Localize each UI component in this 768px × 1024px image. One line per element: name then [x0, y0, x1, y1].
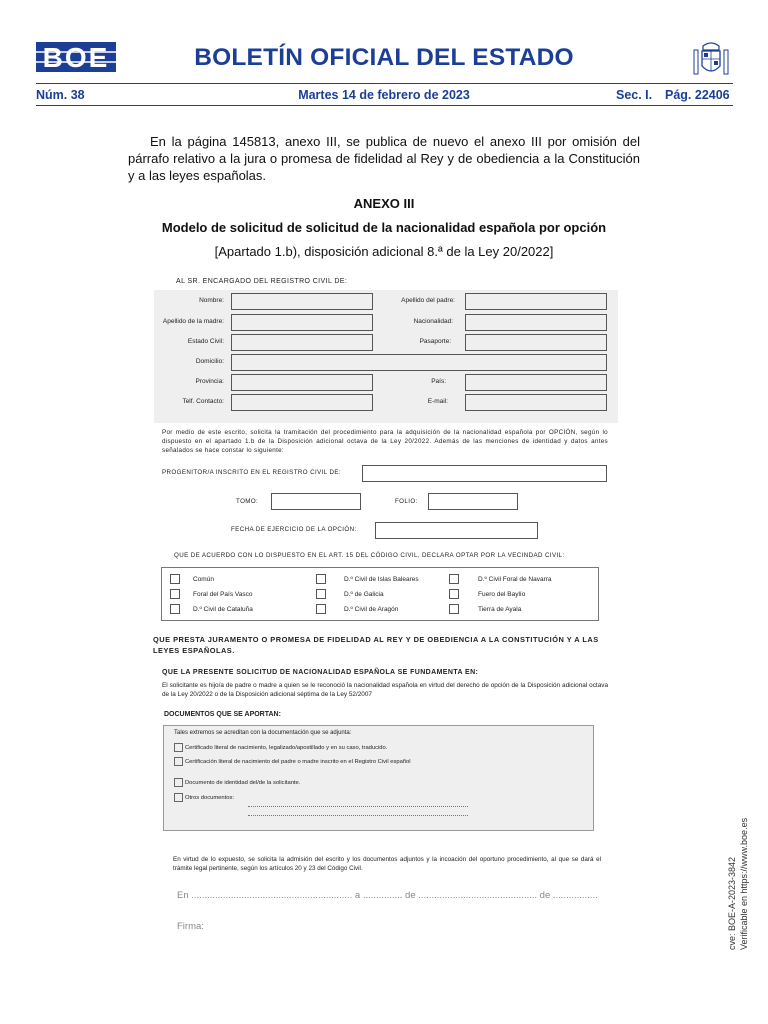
doc-checkbox[interactable]	[174, 757, 183, 766]
pasaporte-input[interactable]	[465, 334, 607, 351]
email-label: E-mail:	[427, 398, 448, 405]
nombre-label: Nombre:	[199, 297, 224, 304]
basis-text: El solicitante es hijo/a de padre o madre a quien se le reconoció la nacionalidad española en virtud del derecho de opción de la Disposición adicional octava de la Ley 20/2022 o de la Disposición adicional séptima de la Ley 52/2007	[162, 682, 608, 698]
header-rule-bottom	[36, 105, 733, 106]
intro-paragraph: En la página 145813, anexo III, se publica de nuevo el anexo III por omisión del párrafo relativo a la jura o promesa de fidelidad al Rey y de obediencia a la Constitución y a las leyes españolas.	[128, 134, 640, 183]
pasaporte-label: Pasaporte:	[419, 338, 451, 345]
vecindad-option: Tierra de Ayala	[478, 606, 522, 613]
section-label: Sec. I.	[616, 88, 653, 102]
fecha-opcion-input[interactable]	[375, 522, 538, 539]
provincia-label: Provincia:	[195, 378, 224, 385]
request-text: Por medio de este escrito, solicita la tramitación del procedimiento para la adquisición de la nacionalidad española por OPCIÓN, según lo dispuesto en el apartado 1.b de la Disposición adicional octava de la Ley 20/2022. Además de las menciones de identidad y datos antes señalados se hace constar lo siguiente:	[162, 429, 608, 454]
annex-reference: [Apartado 1.b), disposición adicional 8.ª de la Ley 20/2022]	[214, 244, 554, 259]
vecindad-checkbox[interactable]	[449, 604, 459, 614]
fecha-opcion-label: FECHA DE EJERCICIO DE LA OPCIÓN:	[231, 526, 357, 533]
doc-checkbox[interactable]	[174, 743, 183, 752]
vecindad-checkbox[interactable]	[316, 574, 326, 584]
telefono-input[interactable]	[231, 394, 373, 411]
page-title: BOLETÍN OFICIAL DEL ESTADO	[194, 44, 574, 71]
vecindad-option: Común	[193, 576, 214, 583]
vecindad-option: D.º Civil de Aragón	[344, 606, 399, 613]
doc-checkbox[interactable]	[174, 793, 183, 802]
vecindad-checkbox[interactable]	[170, 589, 180, 599]
vecindad-option: D.º Civil de Cataluña	[193, 606, 253, 613]
addressee-label: AL SR. ENCARGADO DEL REGISTRO CIVIL DE:	[176, 278, 348, 285]
issue-date: Martes 14 de febrero de 2023	[298, 88, 470, 102]
progenitor-label: PROGENITOR/A INSCRITO EN EL REGISTRO CIVIL DE:	[162, 469, 341, 476]
docs-intro: Tales extremos se acreditan con la documentación que se adjunta:	[174, 730, 352, 736]
apellido-madre-input[interactable]	[231, 314, 373, 331]
signature-label: Firma:	[177, 921, 204, 932]
vecindad-option: D.º Civil Foral de Navarra	[478, 576, 552, 583]
email-input[interactable]	[465, 394, 607, 411]
verify-url: Verificable en https://www.boe.es	[739, 817, 749, 950]
domicilio-input[interactable]	[231, 354, 607, 371]
folio-label: FOLIO:	[395, 498, 418, 505]
other-docs-line[interactable]	[248, 806, 468, 807]
folio-input[interactable]	[428, 493, 518, 510]
nacionalidad-input[interactable]	[465, 314, 607, 331]
oath-text: QUE PRESTA JURAMENTO O PROMESA DE FIDELIDAD AL REY Y DE OBEDIENCIA A LA CONSTITUCIÓN Y A LAS LEYES ESPAÑOLAS.	[153, 635, 599, 655]
other-docs-line[interactable]	[248, 815, 468, 816]
vecindad-checkbox[interactable]	[316, 589, 326, 599]
doc-item: Certificación literal de nacimiento del padre o madre inscrito en el Registro Civil español	[185, 759, 411, 765]
pais-label: País:	[431, 378, 446, 385]
provincia-input[interactable]	[231, 374, 373, 391]
doc-checkbox[interactable]	[174, 778, 183, 787]
basis-title: QUE LA PRESENTE SOLICITUD DE NACIONALIDAD ESPAÑOLA SE FUNDAMENTA EN:	[162, 669, 479, 676]
vecindad-checkbox[interactable]	[170, 574, 180, 584]
apellido-padre-input[interactable]	[465, 293, 607, 310]
doc-item: Certificado literal de nacimiento, legalizado/apostillado y en su caso, traducido.	[185, 745, 388, 751]
pais-input[interactable]	[465, 374, 607, 391]
apellido-padre-label: Apellido del padre:	[401, 297, 455, 304]
header-rule-top	[36, 83, 733, 84]
vecindad-checkbox[interactable]	[170, 604, 180, 614]
annex-subtitle: Modelo de solicitud de solicitud de la nacionalidad española por opción	[161, 220, 607, 235]
nacionalidad-label: Nacionalidad:	[413, 318, 453, 325]
vecindad-checkbox[interactable]	[449, 589, 459, 599]
vecindad-option: Foral del País Vasco	[193, 591, 253, 598]
estado-civil-label: Estado Civil:	[187, 338, 224, 345]
verification-sidebar	[726, 770, 752, 950]
apellido-madre-label: Apellido de la madre:	[162, 318, 224, 325]
progenitor-input[interactable]	[362, 465, 607, 482]
domicilio-label: Domicilio:	[195, 358, 224, 365]
cve-code: cve: BOE-A-2023-3842	[727, 856, 737, 950]
vecindad-checkbox[interactable]	[316, 604, 326, 614]
doc-item: Otros documentos:	[185, 795, 234, 801]
place-date-line[interactable]: En ............................................................. a ............... de ............................................. de .................	[177, 890, 598, 901]
doc-item: Documento de identidad del/de la solicitante.	[185, 780, 301, 786]
tomo-input[interactable]	[271, 493, 361, 510]
svg-text:BOE: BOE	[42, 42, 110, 72]
coat-of-arms-icon	[690, 38, 732, 80]
annex-title: ANEXO III	[353, 196, 415, 211]
docs-title: DOCUMENTOS QUE SE APORTAN:	[164, 711, 281, 718]
closing-text: En virtud de lo expuesto, se solicita la admisión del escrito y los documentos adjuntos y la incoación del oportuno procedimiento, al que se dará el trámite legal pertinente, según los artículos 20 y 23 del Código Civil.	[173, 856, 601, 872]
vecindad-option: D.º Civil de Islas Baleares	[344, 576, 419, 583]
telefono-label: Telf. Contacto:	[182, 398, 224, 405]
estado-civil-input[interactable]	[231, 334, 373, 351]
vecindad-checkbox[interactable]	[449, 574, 459, 584]
vecindad-text: QUE DE ACUERDO CON LO DISPUESTO EN EL ART. 15 DEL CÓDIGO CIVIL, DECLARA OPTAR POR LA VECINDAD CIVIL:	[174, 552, 565, 559]
issue-number: Núm. 38	[36, 88, 85, 102]
tomo-label: TOMO:	[236, 498, 259, 505]
page-number: Pág. 22406	[665, 88, 730, 102]
nombre-input[interactable]	[231, 293, 373, 310]
vecindad-option: Fuero del Baylío	[478, 591, 526, 598]
vecindad-option: D.º de Galicia	[344, 591, 384, 598]
